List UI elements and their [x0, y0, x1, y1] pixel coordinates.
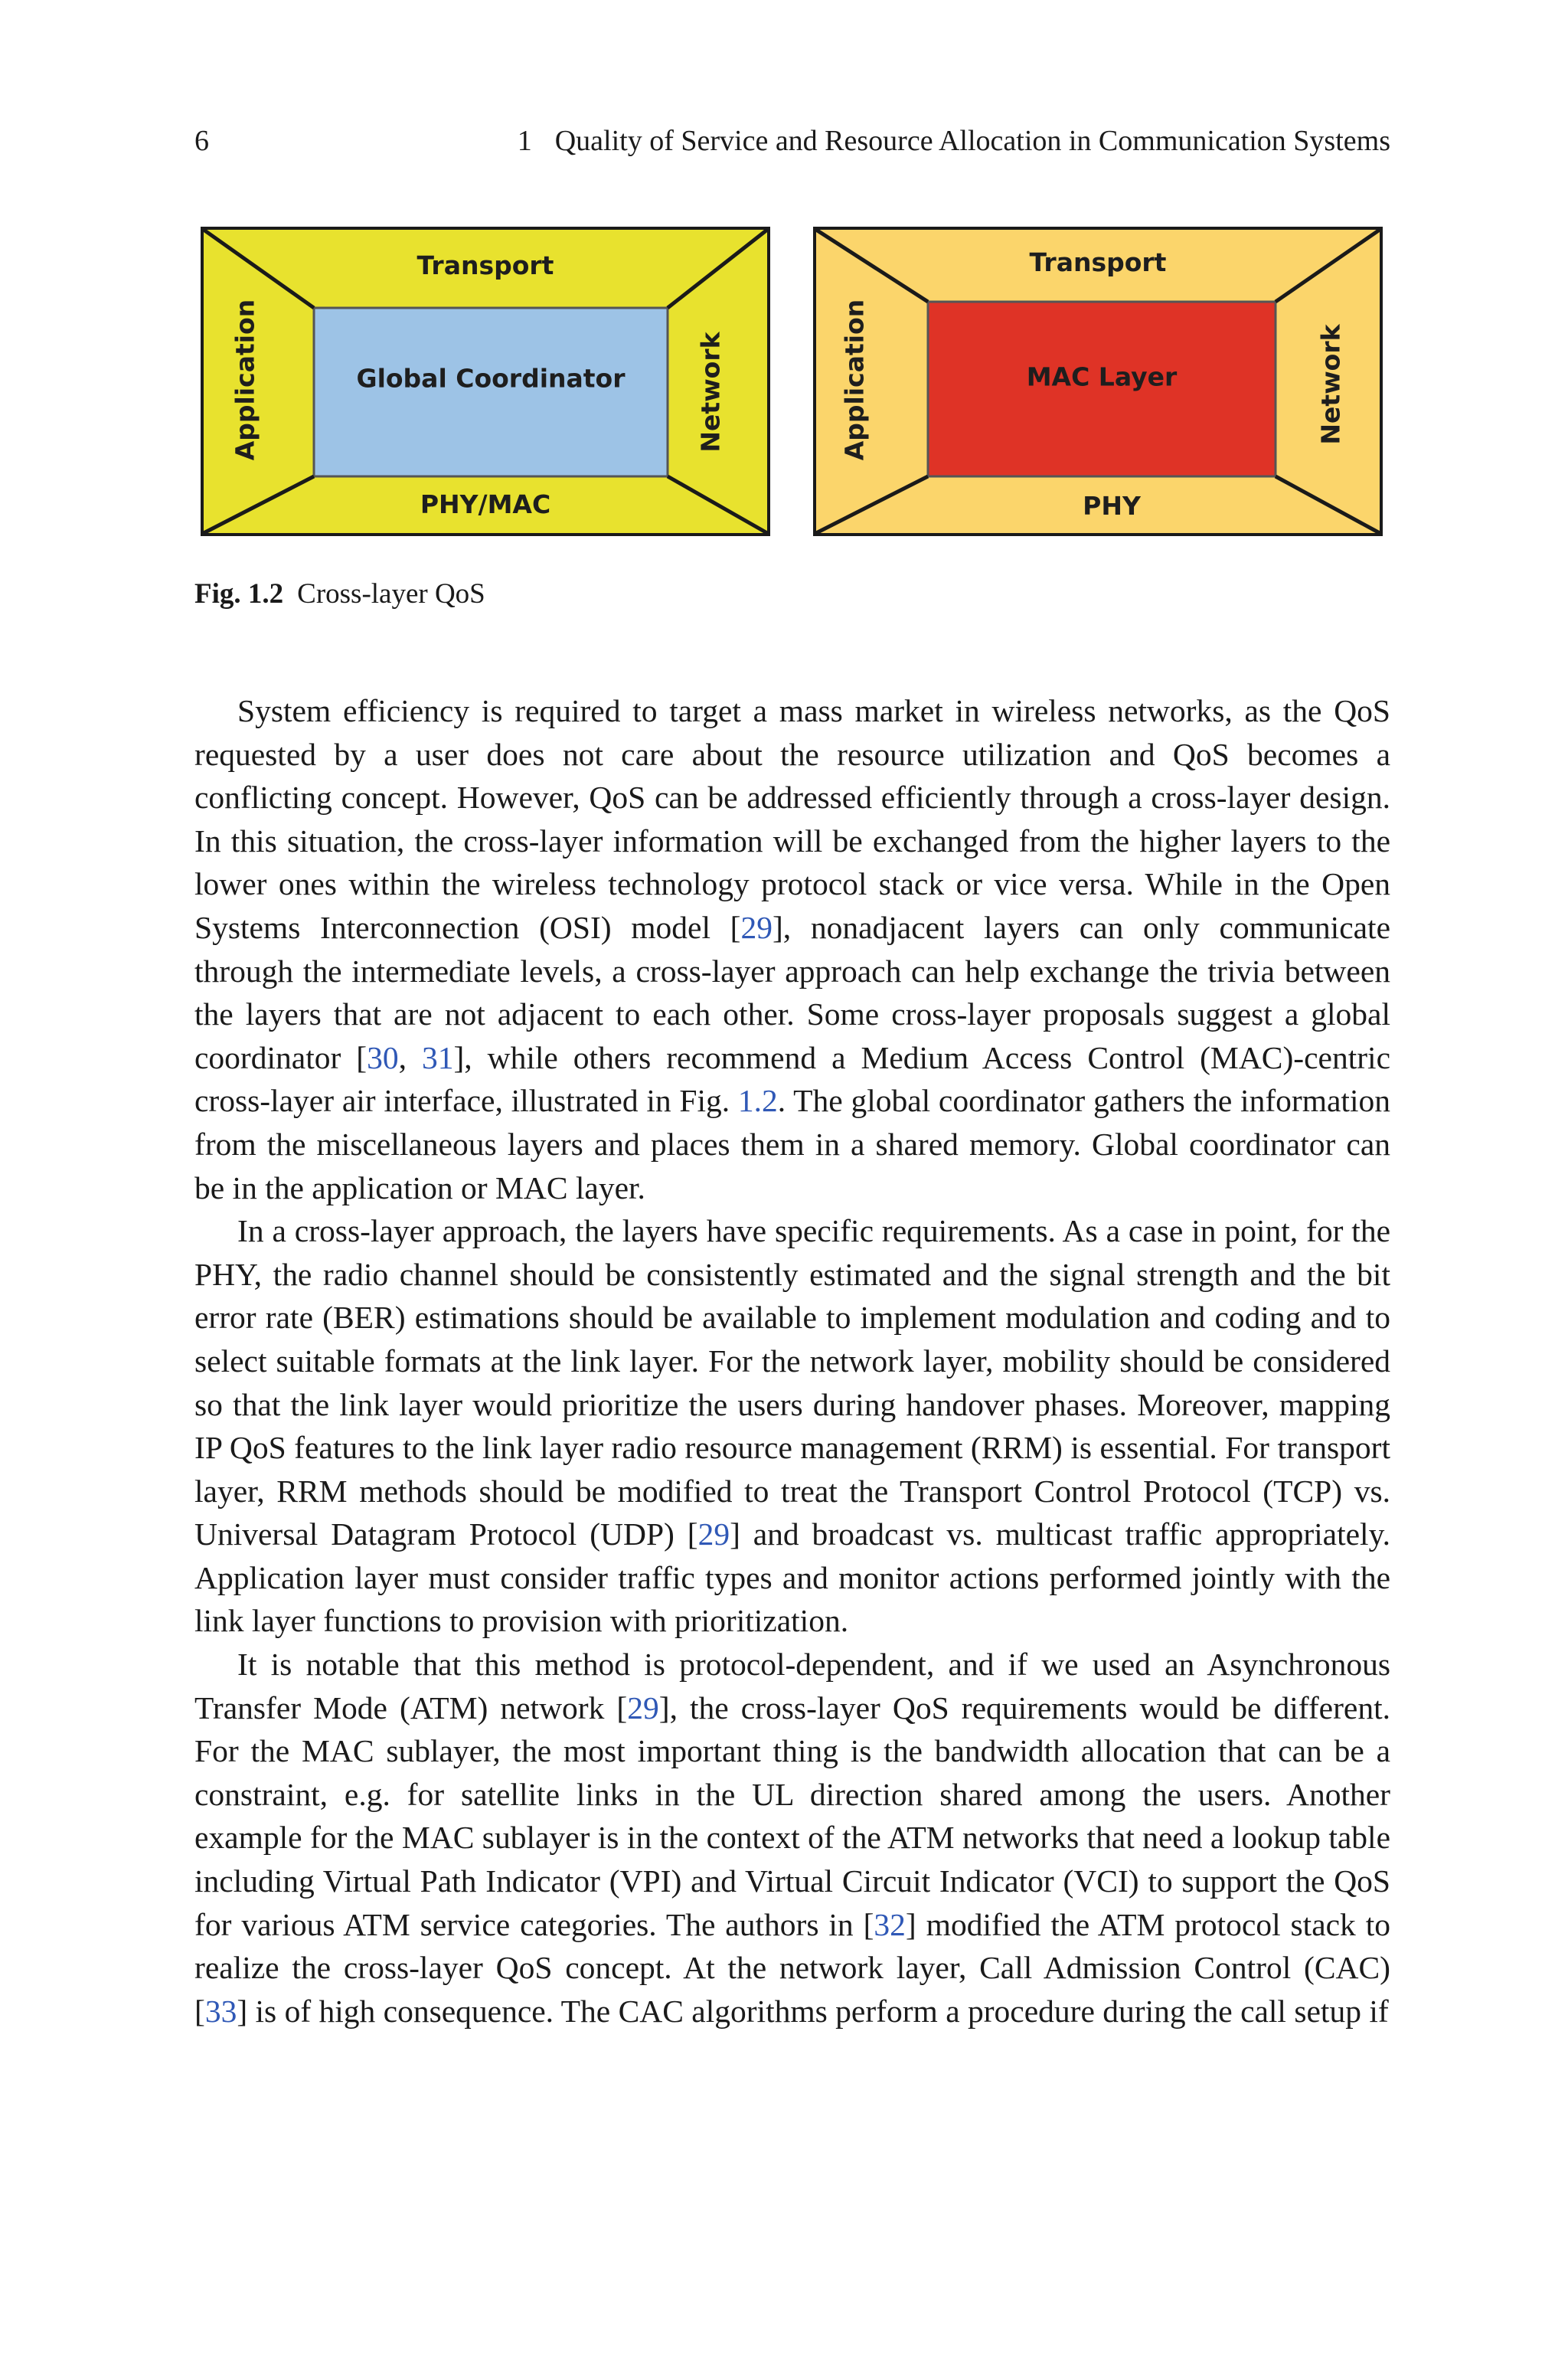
- citation-link[interactable]: 29: [697, 1516, 730, 1552]
- citation-link[interactable]: 31: [421, 1039, 454, 1075]
- paragraph-text: System efficiency is required to target a mass market in wireless networks, as the QoS requested by a user does not care about the resource utilization and QoS becomes a conflicting concept. However, QoS can be addressed efficiently through a cross-layer design. In this situation, the cross-layer information will be exchanged from the higher layers to the lower ones within the wireless technology protocol stack or vice versa. While in the Open Systems Interconnection (OSI) model [: [194, 693, 1390, 945]
- paragraph-1: [194, 689, 1390, 1209]
- paragraph-text: It is notable that this method is protocol-dependent, and if we used an Asynchronous Transfer Mode (ATM) network [: [194, 1647, 1390, 1725]
- label-phy-mac: PHY/MAC: [420, 489, 551, 519]
- paragraph-text: ], nonadjacent layers can only communicate through the intermediate levels, a cross-layer approach can help exchange the trivia between the layers that are not adjacent to each other. Some cross-layer proposals suggest a global coordinator [: [194, 909, 1390, 1075]
- figure-cross-layer-qos: [201, 227, 1387, 545]
- paragraph-text: ,: [398, 1039, 422, 1075]
- label-transport: Transport: [416, 250, 554, 280]
- paragraph-text: . The global coordinator gathers the information from the miscellaneous layers and places them in a shared memory. Global coordinator can be in the application or MAC layer.: [194, 1083, 1390, 1205]
- citation-link[interactable]: 29: [740, 909, 773, 945]
- citation-link[interactable]: 32: [874, 1906, 906, 1942]
- mac-centric-svg: [813, 227, 1383, 545]
- paragraph-text: ] and broadcast vs. multicast traffic appropriately. Application layer must consider traffic types and monitor actions performed jointly with the link layer functions to provision with prioritization.: [194, 1516, 1390, 1639]
- figure-caption-text: Cross-layer QoS: [297, 578, 485, 610]
- running-title: [518, 124, 1390, 158]
- figure-reference-link[interactable]: 1.2: [737, 1083, 778, 1119]
- chapter-number: 1: [517, 125, 532, 157]
- citation-link[interactable]: 29: [627, 1689, 659, 1725]
- figure-label: Fig. 1.2: [194, 578, 284, 610]
- paragraph-text: ] is of high consequence. The CAC algorithms perform a procedure during the call setup if: [237, 1993, 1389, 2029]
- label-global-coordinator: Global Coordinator: [356, 363, 626, 394]
- body-text: [194, 689, 1390, 2033]
- page-number: 6: [194, 125, 209, 157]
- paragraph-2: [194, 1209, 1390, 1643]
- label-network: Network: [1315, 324, 1346, 445]
- paragraph-text: ], the cross-layer QoS requirements would be different. For the MAC sublayer, the most important thing is the bandwidth allocation that can be a constraint, e.g. for satellite links in the UL direction shared among the users. Another example for the MAC sublayer is in the context of the ATM networks that need a lookup table including Virtual Path Indicator (VPI) and Virtual Circuit Indicator (VCI) to support the QoS for various ATM service categories. The authors in [: [194, 1689, 1390, 1942]
- paragraph-text: ], while others recommend a Medium Access Control (MAC)-centric cross-layer air interface, illustrated in Fig.: [194, 1039, 1391, 1119]
- citation-link[interactable]: 33: [204, 1993, 237, 2029]
- paragraph-text: In a cross-layer approach, the layers have specific requirements. As a case in point, for the PHY, the radio channel should be consistently estimated and the signal strength and the bit error rate (BER) estimations should be available to implement modulation and coding and to select suitable formats at the link layer. For the network layer, mobility should be considered so that the link layer would prioritize the users during handover phases. Moreover, mapping IP QoS features to the link layer radio resource management (RRM) is essential. For transport layer, RRM methods should be modified to treat the Transport Control Protocol (TCP) vs. Universal Datagram Protocol (UDP) [: [194, 1213, 1390, 1552]
- mac-centric-diagram: [813, 227, 1383, 545]
- paragraph-3: [194, 1643, 1390, 2033]
- label-application: Application: [230, 299, 260, 461]
- citation-link[interactable]: 30: [367, 1039, 399, 1075]
- figure-caption: [194, 577, 485, 610]
- paragraph-text: ] modified the ATM protocol stack to realize the cross-layer QoS concept. At the network layer, Call Admission Control (CAC) [: [194, 1906, 1390, 2029]
- chapter-title: Quality of Service and Resource Allocation in Communication Systems: [554, 125, 1390, 157]
- label-mac-layer: MAC Layer: [1026, 361, 1178, 392]
- global-coordinator-diagram: [201, 227, 770, 545]
- running-header: [194, 124, 1390, 167]
- label-phy: PHY: [1083, 491, 1141, 521]
- label-application: Application: [839, 299, 870, 461]
- label-transport: Transport: [1029, 247, 1167, 277]
- global-coordinator-svg: [201, 227, 770, 545]
- label-network: Network: [695, 332, 726, 453]
